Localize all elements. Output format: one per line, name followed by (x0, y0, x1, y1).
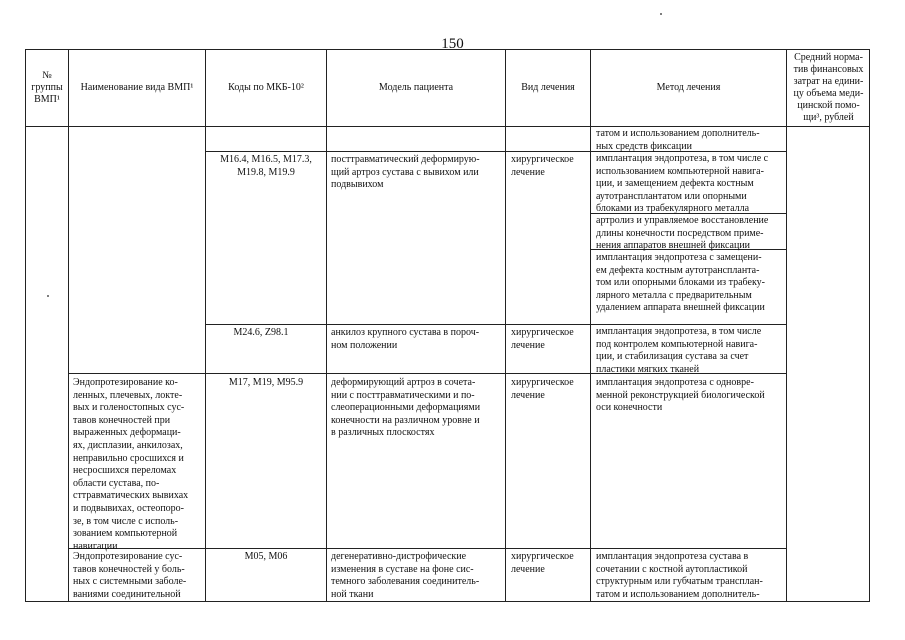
model-cell: деформирующий артроз в сочета- нии с посттравматическими и по- слеоперационными деформациями конечности на различном уровне и в различных плоскостях (331, 377, 481, 439)
codes-cell: М17, М19, М95.9 (228, 377, 304, 388)
treatment-cell: хирургическое лечение (511, 154, 574, 178)
treatment-cell: хирургическое лечение (511, 327, 574, 351)
model-cell: дегенеративно-дистрофические изменения в суставе на фоне сис- темного заболевания соединитель- ной ткани (331, 551, 480, 600)
codes-cell: М16.4, М16.5, М17.3, М19.8, М19.9 (220, 154, 312, 178)
col-divider (786, 49, 787, 602)
col-divider (68, 49, 69, 602)
col-divider (205, 49, 206, 602)
method-cell: имплантация эндопротеза с замещени- ем дефекта костным аутотранспланта- том или опорными блоками из трабеку- лярного металла с предварительным удалением аппарата внешней фиксации (596, 252, 765, 314)
row-divider (205, 324, 786, 325)
header-treatment-type: Вид лечения (521, 82, 575, 93)
header-vmp-name: Наименование вида ВМП¹ (80, 82, 194, 93)
header-group-number: № группы ВМП¹ (31, 70, 63, 105)
col-divider (505, 49, 506, 602)
method-cell: татом и использованием дополнитель- ных средств фиксации (596, 128, 760, 152)
method-cell: имплантация эндопротеза, в том числе с использованием компьютерной навига- ции, и замещением дефекта костным аутотрансплантатом или опорными блоками из трабекулярного металла (596, 153, 769, 215)
codes-cell: М24.6, Z98.1 (233, 327, 289, 338)
method-cell: имплантация эндопротеза сустава в сочетании с костной аутопластикой структурным или губчатым трансплан- татом и использованием дополнитель- (596, 551, 763, 600)
col-divider (326, 49, 327, 602)
method-cell: имплантация эндопротеза, в том числе под контролем компьютерной навига- ции, и стабилизация сустава за счет пластики мягких тканей (596, 326, 762, 375)
header-financial-norm: Средний норма- тив финансовых затрат на едини- цу объема меди- цинской помо- щи³, рублей (793, 52, 864, 123)
header-divider (25, 126, 870, 127)
col-divider (590, 49, 591, 602)
codes-cell: М05, М06 (244, 551, 288, 562)
treatment-cell: хирургическое лечение (511, 377, 574, 401)
page-number: 150 (441, 36, 464, 52)
method-cell: артролиз и управляемое восстановление длины конечности посредством приме- нения аппаратов внешней фиксации (596, 215, 769, 252)
header-icd-codes: Коды по МКБ-10² (228, 82, 304, 93)
scan-speck (47, 295, 49, 297)
model-cell: анкилоз крупного сустава в пороч- ном положении (331, 327, 480, 351)
header-treatment-method: Метод лечения (656, 82, 721, 93)
header-patient-model: Модель пациента (378, 82, 454, 93)
method-cell: имплантация эндопротеза с одновре- менной реконструкцией биологической оси конечности (596, 377, 765, 414)
vmp-name-cell: Эндопротезирование ко- ленных, плечевых, локте- вых и голеностопных сус- тавов конечностей при выраженных деформаци- ях, дисплазии, анкилозах, неправильно сросшихся и несросшихся переломах области сустава, по- сттравматических вывихах и подвывихах, остеопоро- зе, в том числе с исполь- зованием компьютерной навигации (73, 377, 189, 552)
scan-speck (660, 13, 662, 15)
treatment-cell: хирургическое лечение (511, 551, 574, 575)
vmp-name-cell: Эндопротезирование сус- тавов конечностей у боль- ных с системными заболе- ваниями соединительной (73, 551, 187, 600)
model-cell: посттравматический деформирую- щий артроз сустава с вывихом или подвывихом (331, 154, 480, 191)
